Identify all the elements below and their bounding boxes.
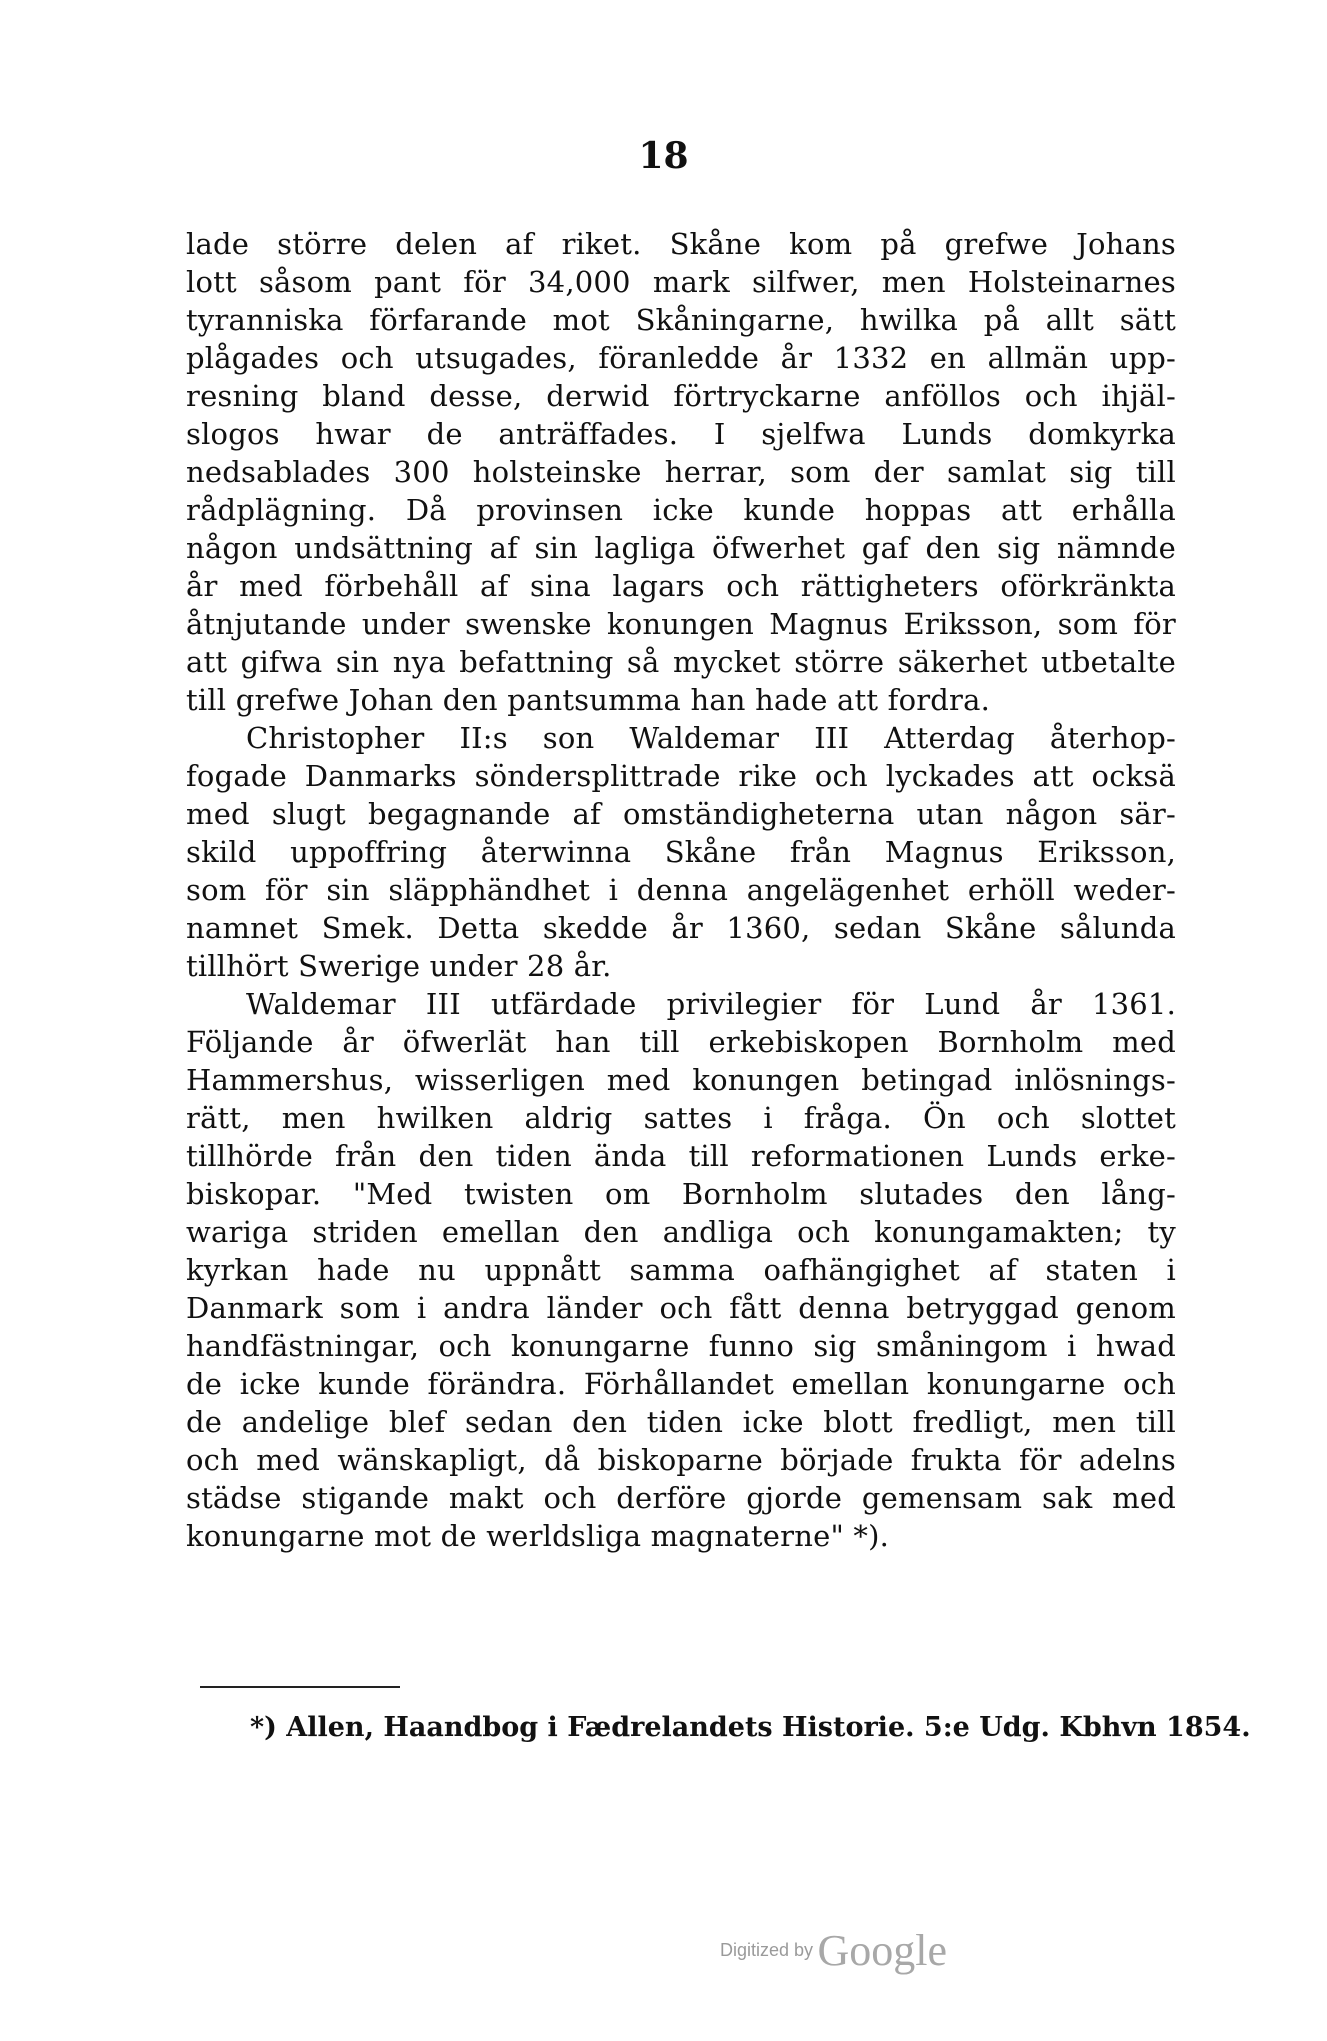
text-line: städse stigande makt och derföre gjorde gemensam sak med — [186, 1481, 1176, 1515]
text-line: wariga striden emellan den andliga och konungamakten; ty — [186, 1215, 1176, 1249]
text-line: och med wänskapligt, då biskoparne började frukta för adelns — [186, 1443, 1176, 1477]
text-line: Christopher II:s son Waldemar III Atterdag återhop- — [246, 721, 1176, 755]
text-line: skild uppoffring återwinna Skåne från Magnus Eriksson, — [186, 835, 1176, 869]
text-line: de icke kunde förändra. Förhållandet emellan konungarne och — [186, 1367, 1176, 1401]
text-line: att gifwa sin nya befattning så mycket större säkerhet utbetalte — [186, 645, 1176, 679]
watermark-brand-logo: Google — [817, 1926, 948, 1975]
footnote: *) Allen, Haandbog i Fædrelandets Historie. 5:e Udg. Kbhvn 1854. — [250, 1712, 1251, 1743]
page-number: 18 — [638, 135, 689, 177]
watermark — [720, 1925, 947, 1976]
text-line: resning bland desse, derwid förtryckarne anföllos och ihjäl- — [186, 379, 1176, 413]
text-line: med slugt begagnande af omständigheterna utan någon sär- — [186, 797, 1176, 831]
text-line: rätt, men hwilken aldrig sattes i fråga. Ön och slottet — [186, 1101, 1176, 1135]
body-text — [186, 225, 1176, 1555]
text-line: tillhört Swerige under 28 år. — [186, 949, 612, 983]
text-line: nedsablades 300 holsteinske herrar, som der samlat sig till — [186, 455, 1176, 489]
text-line: Danmark som i andra länder och fått denna betryggad genom — [186, 1291, 1176, 1325]
text-line: till grefwe Johan den pantsumma han hade att fordra. — [186, 683, 991, 717]
text-line: kyrkan hade nu uppnått samma oafhängighet af staten i — [186, 1253, 1176, 1287]
watermark-prefix: Digitized by — [720, 1940, 814, 1960]
text-line: plågades och utsugades, föranledde år 1332 en allmän upp- — [186, 341, 1176, 375]
text-line: biskopar. "Med twisten om Bornholm slutades den lång- — [186, 1177, 1176, 1211]
text-line: slogos hwar de anträffades. I sjelfwa Lunds domkyrka — [186, 417, 1176, 451]
text-line: Hammershus, wisserligen med konungen betingad inlösnings- — [186, 1063, 1176, 1097]
text-line: Följande år öfwerlät han till erkebiskopen Bornholm med — [186, 1025, 1176, 1059]
text-line: någon undsättning af sin lagliga öfwerhet gaf den sig nämnde — [186, 531, 1176, 565]
text-line: namnet Smek. Detta skedde år 1360, sedan Skåne sålunda — [186, 911, 1176, 945]
text-line: de andelige blef sedan den tiden icke blott fredligt, men till — [186, 1405, 1176, 1439]
text-line: år med förbehåll af sina lagars och rättigheters oförkränkta — [186, 569, 1176, 603]
text-line: som för sin släpphändhet i denna angelägenhet erhöll weder- — [186, 873, 1176, 907]
text-line: lott såsom pant för 34,000 mark silfwer, men Holsteinarnes — [186, 265, 1176, 299]
text-line: handfästningar, och konungarne funno sig småningom i hwad — [186, 1329, 1176, 1363]
text-line: tillhörde från den tiden ända till reformationen Lunds erke- — [186, 1139, 1176, 1173]
text-line: tyranniska förfarande mot Skåningarne, hwilka på allt sätt — [186, 303, 1176, 337]
text-line: konungarne mot de werldsliga magnaterne" *). — [186, 1519, 890, 1553]
text-line: Waldemar III utfärdade privilegier för Lund år 1361. — [246, 987, 1176, 1021]
text-line: åtnjutande under swenske konungen Magnus Eriksson, som för — [186, 607, 1176, 641]
text-line: lade större delen af riket. Skåne kom på grefwe Johans — [186, 227, 1176, 261]
text-line: fogade Danmarks söndersplittrade rike och lyckades att ocksä — [186, 759, 1176, 793]
footnote-rule — [200, 1686, 400, 1688]
text-line: rådplägning. Då provinsen icke kunde hoppas att erhålla — [186, 493, 1176, 527]
